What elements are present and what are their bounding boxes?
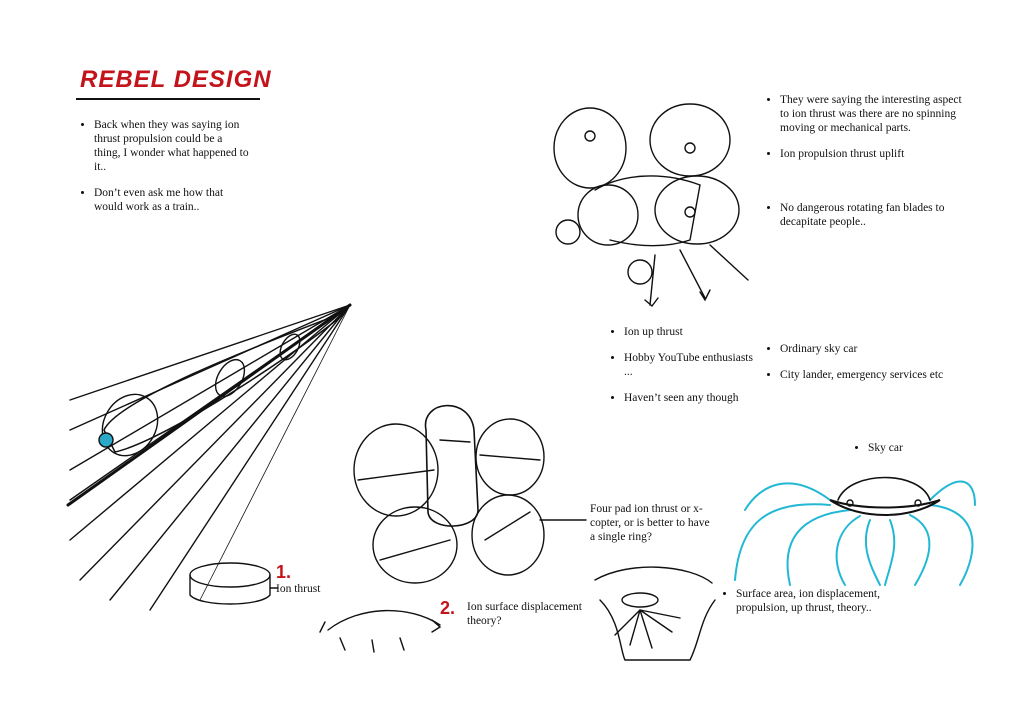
- note-item: • City lander, emergency services etc: [780, 368, 956, 382]
- ion-thrust-puck: [190, 563, 278, 604]
- note-item: • Ordinary sky car: [780, 342, 956, 356]
- quad-label: Four pad ion thrust or x-copter, or is better to have a single ring?: [590, 503, 710, 543]
- surface-note: • Surface area, ion displacement, propulsion, up thrust, theory..: [722, 587, 892, 615]
- drone-sketch: [554, 104, 748, 306]
- sky-car-label: • Sky car: [854, 441, 934, 455]
- quad-sketch: [354, 406, 586, 583]
- marker-2: 2.: [440, 598, 456, 618]
- note-item: • Haven’t seen any though: [624, 391, 760, 405]
- ion-thrust-label: Ion thrust: [276, 583, 321, 595]
- ion-displacement-sketch: [595, 567, 715, 660]
- ion-surface-label: Ion surface displacement theory?: [467, 601, 582, 627]
- note-item: • Ion propulsion thrust uplift: [780, 147, 966, 161]
- note-item: • Hobby YouTube enthusiasts ...: [624, 351, 760, 379]
- note-item: • They were saying the interesting aspect to ion thrust was there are no spinning moving or mechanical parts.: [780, 93, 966, 135]
- page-title: REBEL DESIGN: [80, 66, 272, 93]
- marker-1: 1.: [276, 562, 292, 582]
- sky-car-sketch: [735, 478, 975, 586]
- ion-arc-sketch: [320, 611, 440, 652]
- note-item: • No dangerous rotating fan blades to decapitate people..: [780, 201, 966, 229]
- note-item: • Don’t even ask me how that would work as a train..: [94, 186, 250, 214]
- note-item: • Ion up thrust: [624, 325, 760, 339]
- note-item: • Back when they was saying ion thrust propulsion could be a thing, I wonder what happened to it..: [94, 118, 250, 174]
